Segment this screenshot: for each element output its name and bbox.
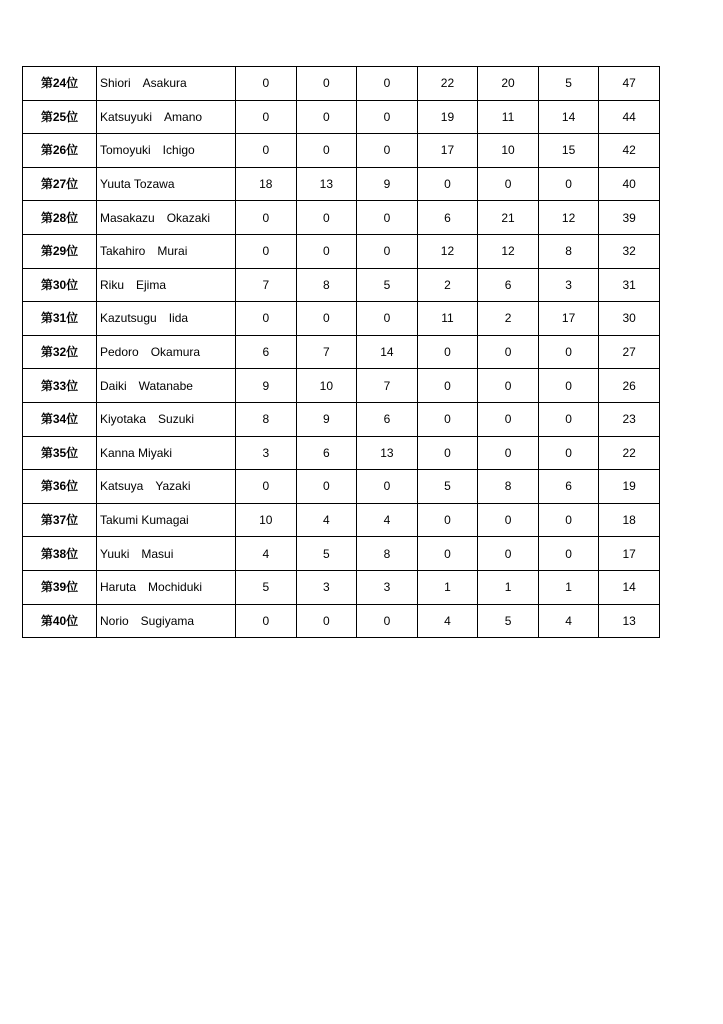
player-name-cell: Kanna Miyaki	[97, 436, 236, 470]
rank-cell: 第40位	[23, 604, 97, 638]
score-cell: 5	[296, 537, 357, 571]
rank-cell: 第33位	[23, 369, 97, 403]
table-row	[23, 335, 660, 369]
total-score-cell: 23	[599, 402, 660, 436]
rank-cell: 第38位	[23, 537, 97, 571]
score-cell: 0	[296, 100, 357, 134]
score-cell: 0	[236, 100, 297, 134]
score-cell: 7	[236, 268, 297, 302]
player-name-cell: Riku Ejima	[97, 268, 236, 302]
player-name-cell: Norio Sugiyama	[97, 604, 236, 638]
score-cell: 14	[357, 335, 418, 369]
table-row	[23, 537, 660, 571]
score-cell: 8	[357, 537, 418, 571]
score-cell: 17	[417, 134, 478, 168]
score-cell: 0	[478, 537, 539, 571]
score-cell: 8	[478, 470, 539, 504]
score-cell: 0	[357, 201, 418, 235]
ranking-table	[22, 66, 660, 638]
score-cell: 4	[236, 537, 297, 571]
score-cell: 3	[296, 570, 357, 604]
rank-cell: 第39位	[23, 570, 97, 604]
rank-cell: 第36位	[23, 470, 97, 504]
score-cell: 0	[538, 335, 599, 369]
score-cell: 0	[538, 167, 599, 201]
score-cell: 6	[538, 470, 599, 504]
score-cell: 0	[236, 234, 297, 268]
score-cell: 5	[478, 604, 539, 638]
score-cell: 4	[357, 503, 418, 537]
score-cell: 0	[296, 134, 357, 168]
player-name-cell: Takahiro Murai	[97, 234, 236, 268]
score-cell: 0	[296, 470, 357, 504]
total-score-cell: 19	[599, 470, 660, 504]
score-cell: 0	[357, 134, 418, 168]
ranking-table-body	[23, 67, 660, 638]
score-cell: 0	[478, 402, 539, 436]
player-name-cell: Pedoro Okamura	[97, 335, 236, 369]
rank-cell: 第26位	[23, 134, 97, 168]
table-row	[23, 369, 660, 403]
score-cell: 0	[296, 604, 357, 638]
table-row	[23, 268, 660, 302]
score-cell: 0	[236, 604, 297, 638]
score-cell: 5	[538, 67, 599, 101]
score-cell: 8	[538, 234, 599, 268]
score-cell: 4	[296, 503, 357, 537]
score-cell: 10	[296, 369, 357, 403]
score-cell: 13	[296, 167, 357, 201]
score-cell: 0	[357, 100, 418, 134]
rank-cell: 第24位	[23, 67, 97, 101]
score-cell: 0	[357, 604, 418, 638]
table-row	[23, 302, 660, 336]
total-score-cell: 17	[599, 537, 660, 571]
score-cell: 18	[236, 167, 297, 201]
player-name-cell: Daiki Watanabe	[97, 369, 236, 403]
rank-cell: 第34位	[23, 402, 97, 436]
player-name-cell: Kiyotaka Suzuki	[97, 402, 236, 436]
table-row	[23, 503, 660, 537]
rank-cell: 第30位	[23, 268, 97, 302]
score-cell: 13	[357, 436, 418, 470]
table-row	[23, 570, 660, 604]
player-name-cell: Yuuta Tozawa	[97, 167, 236, 201]
player-name-cell: Katsuyuki Amano	[97, 100, 236, 134]
score-cell: 1	[478, 570, 539, 604]
table-row	[23, 604, 660, 638]
total-score-cell: 32	[599, 234, 660, 268]
player-name-cell: Haruta Mochiduki	[97, 570, 236, 604]
score-cell: 0	[538, 537, 599, 571]
total-score-cell: 40	[599, 167, 660, 201]
score-cell: 0	[538, 503, 599, 537]
score-cell: 2	[478, 302, 539, 336]
score-cell: 0	[417, 369, 478, 403]
score-cell: 0	[236, 201, 297, 235]
score-cell: 8	[236, 402, 297, 436]
score-cell: 12	[478, 234, 539, 268]
table-row	[23, 100, 660, 134]
player-name-cell: Masakazu Okazaki	[97, 201, 236, 235]
score-cell: 0	[478, 503, 539, 537]
score-cell: 9	[236, 369, 297, 403]
score-cell: 0	[296, 201, 357, 235]
score-cell: 7	[296, 335, 357, 369]
score-cell: 0	[478, 167, 539, 201]
score-cell: 0	[417, 503, 478, 537]
score-cell: 3	[236, 436, 297, 470]
table-row	[23, 201, 660, 235]
rank-cell: 第35位	[23, 436, 97, 470]
total-score-cell: 47	[599, 67, 660, 101]
score-cell: 4	[417, 604, 478, 638]
score-cell: 0	[236, 470, 297, 504]
total-score-cell: 22	[599, 436, 660, 470]
score-cell: 20	[478, 67, 539, 101]
rank-cell: 第27位	[23, 167, 97, 201]
score-cell: 5	[417, 470, 478, 504]
total-score-cell: 42	[599, 134, 660, 168]
score-cell: 21	[478, 201, 539, 235]
table-row	[23, 402, 660, 436]
total-score-cell: 26	[599, 369, 660, 403]
score-cell: 6	[417, 201, 478, 235]
total-score-cell: 31	[599, 268, 660, 302]
score-cell: 11	[417, 302, 478, 336]
score-cell: 14	[538, 100, 599, 134]
score-cell: 1	[538, 570, 599, 604]
player-name-cell: Takumi Kumagai	[97, 503, 236, 537]
table-row	[23, 470, 660, 504]
score-cell: 12	[538, 201, 599, 235]
score-cell: 0	[478, 335, 539, 369]
score-cell: 0	[296, 302, 357, 336]
score-cell: 9	[357, 167, 418, 201]
table-row	[23, 134, 660, 168]
score-cell: 0	[417, 335, 478, 369]
total-score-cell: 27	[599, 335, 660, 369]
score-cell: 0	[296, 234, 357, 268]
total-score-cell: 44	[599, 100, 660, 134]
score-cell: 6	[236, 335, 297, 369]
score-cell: 15	[538, 134, 599, 168]
score-cell: 0	[417, 402, 478, 436]
score-cell: 9	[296, 402, 357, 436]
score-cell: 0	[357, 234, 418, 268]
player-name-cell: Kazutsugu Iida	[97, 302, 236, 336]
score-cell: 10	[478, 134, 539, 168]
rank-cell: 第28位	[23, 201, 97, 235]
player-name-cell: Yuuki Masui	[97, 537, 236, 571]
score-cell: 12	[417, 234, 478, 268]
score-cell: 10	[236, 503, 297, 537]
score-cell: 2	[417, 268, 478, 302]
score-cell: 8	[296, 268, 357, 302]
table-row	[23, 436, 660, 470]
score-cell: 0	[296, 67, 357, 101]
total-score-cell: 30	[599, 302, 660, 336]
total-score-cell: 14	[599, 570, 660, 604]
score-cell: 0	[236, 67, 297, 101]
score-cell: 0	[478, 436, 539, 470]
score-cell: 0	[417, 167, 478, 201]
rank-cell: 第37位	[23, 503, 97, 537]
table-row	[23, 234, 660, 268]
score-cell: 0	[357, 470, 418, 504]
score-cell: 11	[478, 100, 539, 134]
score-cell: 6	[357, 402, 418, 436]
player-name-cell: Katsuya Yazaki	[97, 470, 236, 504]
total-score-cell: 18	[599, 503, 660, 537]
player-name-cell: Shiori Asakura	[97, 67, 236, 101]
score-cell: 1	[417, 570, 478, 604]
rank-cell: 第31位	[23, 302, 97, 336]
score-cell: 6	[478, 268, 539, 302]
rank-cell: 第29位	[23, 234, 97, 268]
score-cell: 0	[478, 369, 539, 403]
total-score-cell: 39	[599, 201, 660, 235]
score-cell: 0	[417, 436, 478, 470]
score-cell: 6	[296, 436, 357, 470]
score-cell: 0	[417, 537, 478, 571]
table-row	[23, 167, 660, 201]
score-cell: 7	[357, 369, 418, 403]
score-cell: 3	[357, 570, 418, 604]
score-cell: 0	[538, 402, 599, 436]
score-cell: 19	[417, 100, 478, 134]
score-cell: 0	[538, 436, 599, 470]
score-cell: 0	[236, 134, 297, 168]
score-cell: 17	[538, 302, 599, 336]
rank-cell: 第32位	[23, 335, 97, 369]
player-name-cell: Tomoyuki Ichigo	[97, 134, 236, 168]
score-cell: 0	[236, 302, 297, 336]
rank-cell: 第25位	[23, 100, 97, 134]
total-score-cell: 13	[599, 604, 660, 638]
table-row	[23, 67, 660, 101]
score-cell: 5	[357, 268, 418, 302]
score-cell: 0	[357, 302, 418, 336]
score-cell: 22	[417, 67, 478, 101]
score-cell: 5	[236, 570, 297, 604]
score-cell: 0	[538, 369, 599, 403]
score-cell: 0	[357, 67, 418, 101]
score-cell: 4	[538, 604, 599, 638]
score-cell: 3	[538, 268, 599, 302]
